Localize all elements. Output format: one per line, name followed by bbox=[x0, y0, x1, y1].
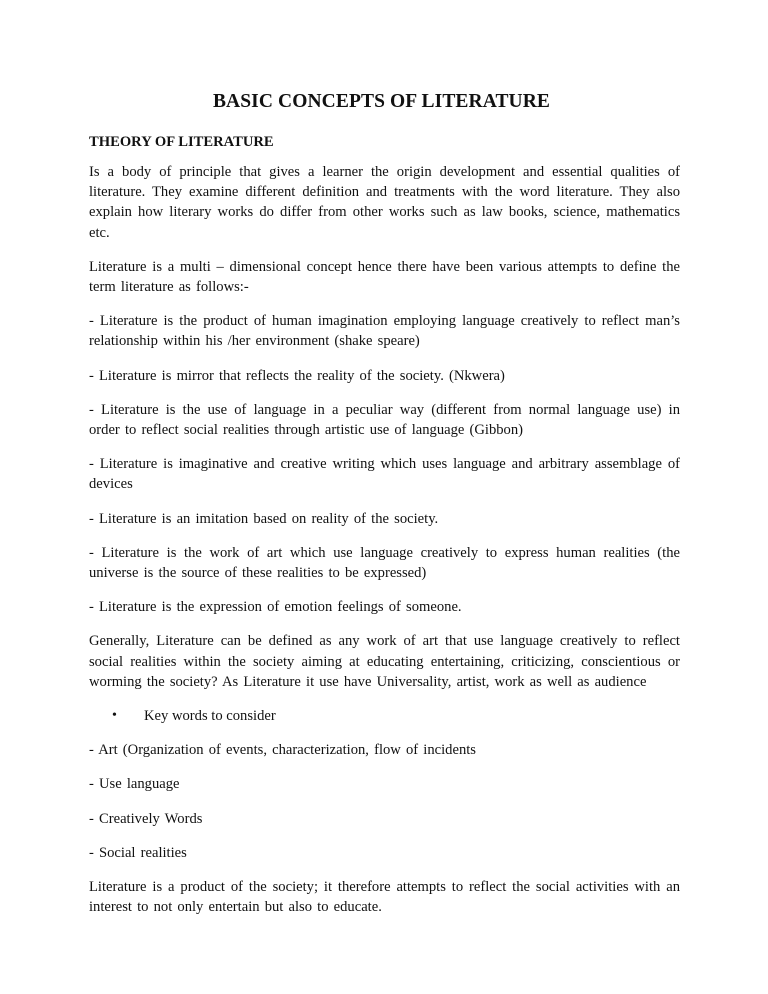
keyword-item-social-realities: - Social realities bbox=[89, 844, 187, 861]
bullet-item-text: Key words to consider bbox=[144, 708, 276, 725]
closing-paragraph: Literature is a product of the society; it therefore attempts to reflect the social activities with an interest to not only entertain but also to educate. bbox=[89, 879, 680, 916]
bullet-dot-icon: • bbox=[112, 708, 117, 724]
paragraph-shakespeare-definition: - Literature is the product of human imagination employing language creatively to reflect man’s relationship within his /her environment (shake speare) bbox=[89, 313, 680, 350]
bullet-list-item bbox=[89, 706, 680, 726]
paragraph-gibbon-definition: - Literature is the use of language in a peculiar way (different from normal language use) in order to reflect social realities through artistic use of language (Gibbon) bbox=[89, 401, 680, 439]
paragraph-nkwera-definition: - Literature is mirror that reflects the reality of the society. (Nkwera) bbox=[89, 367, 505, 384]
paragraph-imitation-definition: - Literature is an imitation based on reality of the society. bbox=[89, 510, 439, 527]
paragraph-general-definition: Generally, Literature can be defined as any work of art that use language creatively to reflect social realities within the society aiming at educating entertaining, criticizing, conscientious or worming the society? As Literature it use have Universality, artist, work as well as audience bbox=[89, 633, 680, 690]
paragraph-definition: Is a body of principle that gives a learner the origin development and essential qualities of literature. They examine different definition and treatments with the word literature. They also explain how literary works do differ from other works such as law books, science, mathematics etc. bbox=[89, 164, 680, 241]
paragraph-work-of-art-definition: - Literature is the work of art which use language creatively to express human realities (the universe is the source of these realities to be expressed) bbox=[89, 544, 680, 582]
document-title: BASIC CONCEPTS OF LITERATURE bbox=[212, 91, 551, 112]
keyword-item-art: - Art (Organization of events, characterization, flow of incidents bbox=[89, 742, 476, 759]
paragraph-emotion-definition: - Literature is the expression of emotion feelings of someone. bbox=[89, 599, 462, 616]
section-heading: THEORY OF LITERATURE bbox=[89, 134, 274, 150]
keyword-item-language: - Use language bbox=[89, 776, 180, 793]
paragraph-multidimensional: Literature is a multi – dimensional concept hence there have been various attempts to define the term literature as follows:- bbox=[89, 258, 680, 296]
paragraph-imaginative-definition: - Literature is imaginative and creative writing which uses language and arbitrary assemblage of devices bbox=[89, 456, 680, 493]
keyword-item-creatively: - Creatively Words bbox=[89, 810, 203, 827]
